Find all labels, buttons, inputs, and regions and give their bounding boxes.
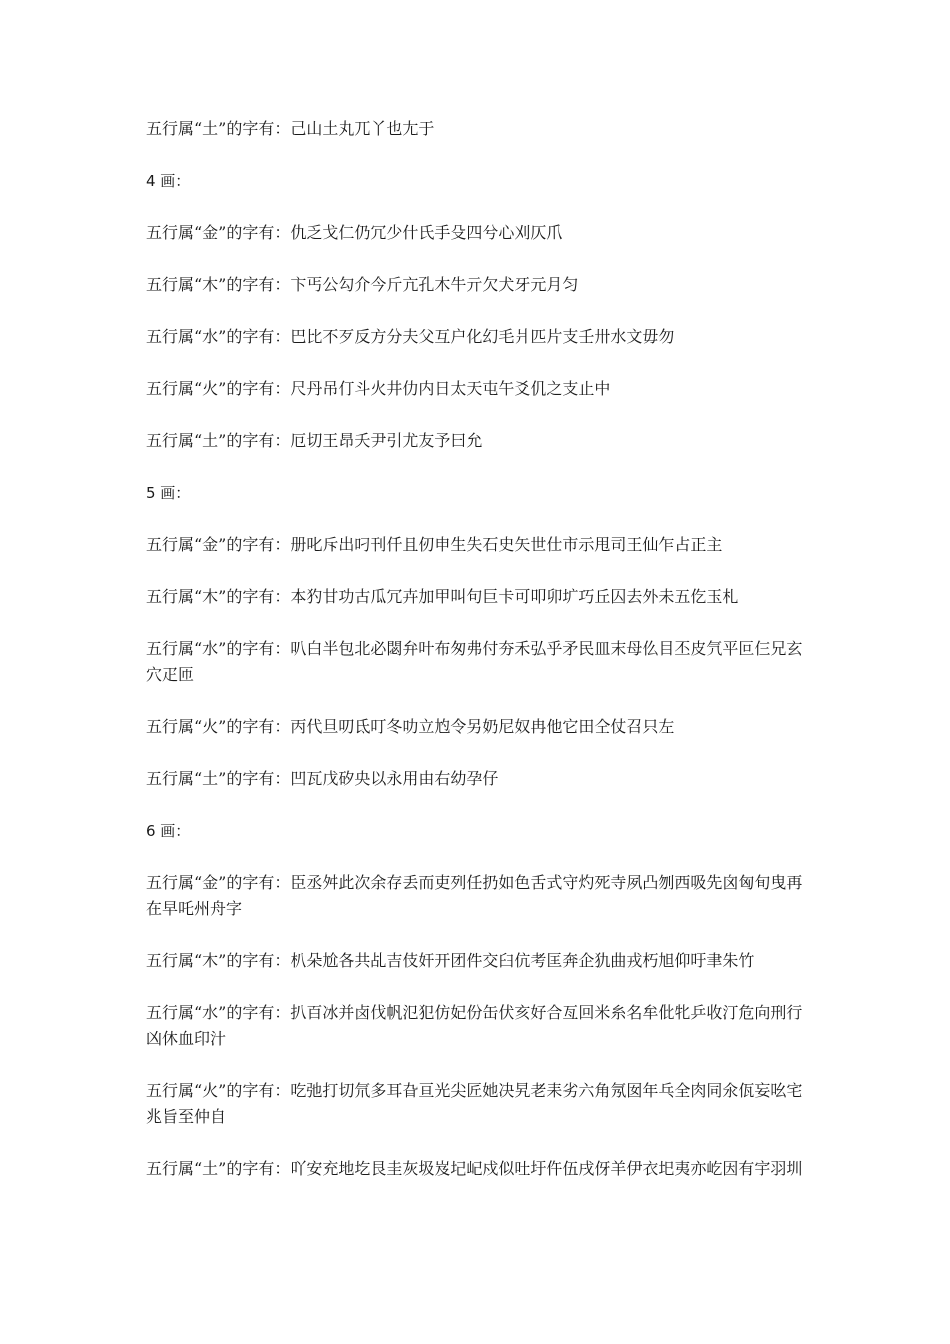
element-label: 五行属“土”的字有： bbox=[146, 769, 291, 788]
character-list: 臣丞舛此次余存丢而吏列任扔如色舌式守灼死寺夙凸刎西吸先囟匈旬曳再在早吒州舟字 bbox=[146, 873, 803, 918]
element-entry bbox=[146, 428, 810, 454]
element-label: 五行属“金”的字有： bbox=[146, 535, 291, 554]
character-list: 凹瓦戊矽央以永用由右幼孕仔 bbox=[290, 769, 499, 788]
element-entry bbox=[146, 220, 810, 246]
element-label: 五行属“土”的字有： bbox=[146, 119, 291, 138]
element-label: 五行属“火”的字有： bbox=[146, 1081, 291, 1100]
element-label: 五行属“木”的字有： bbox=[146, 951, 291, 970]
element-entry bbox=[146, 376, 810, 402]
element-label: 五行属“水”的字有： bbox=[146, 1003, 291, 1022]
stroke-count-heading: 5 画： bbox=[146, 484, 191, 502]
character-list: 扒百冰并卤伐帆氾犯仿妃份缶伏亥好合亙回米糸名牟仳牝乒收汀危向刑行凶休血印汁 bbox=[146, 1003, 803, 1048]
element-label: 五行属“土”的字有： bbox=[146, 1159, 291, 1178]
element-entry bbox=[146, 714, 810, 740]
character-list: 朳朵尬各共乩吉伎奸开团件交臼伉考匡奔企犰曲戎朽旭仰吁聿朱竹 bbox=[290, 951, 755, 970]
character-list: 叭白半包北必閟弁叶布匆弗付夯禾弘乎矛民皿末母仫目丕皮氕平叵仨兄玄穴疋匝 bbox=[146, 639, 803, 684]
element-entry bbox=[146, 1078, 810, 1130]
character-list: 册叱斥出叼刊仟且仞申生失石史矢世仕市示甩司王仙乍占正主 bbox=[290, 535, 723, 554]
element-entry bbox=[146, 1000, 810, 1052]
character-list: 仇乏戈仁仍冗少什氏手殳四兮心刈仄爪 bbox=[290, 223, 563, 242]
element-label: 五行属“木”的字有： bbox=[146, 275, 291, 294]
element-entry bbox=[146, 584, 810, 610]
element-entry bbox=[146, 636, 810, 688]
element-label: 五行属“火”的字有： bbox=[146, 717, 291, 736]
element-entry bbox=[146, 948, 810, 974]
element-label: 五行属“木”的字有： bbox=[146, 587, 291, 606]
character-list: 巴比不歹反方分夫父互户化幻毛爿匹片支壬卅水文毋勿 bbox=[290, 327, 675, 346]
element-label: 五行属“土”的字有： bbox=[146, 431, 291, 450]
element-entry bbox=[146, 870, 810, 922]
character-list: 吃弛打切氘多耳旮亘光尖匠她决旯老耒劣六角氖囡年乓全肉同氽佤妄吆宅兆旨至仲自 bbox=[146, 1081, 803, 1126]
element-label: 五行属“水”的字有： bbox=[146, 327, 291, 346]
element-label: 五行属“金”的字有： bbox=[146, 873, 291, 892]
element-entry bbox=[146, 532, 810, 558]
element-label: 五行属“火”的字有： bbox=[146, 379, 291, 398]
character-list: 丙代旦叨氐叮冬叻立尥令另奶尼奴冉他它田仝仗召只左 bbox=[290, 717, 675, 736]
element-entry bbox=[146, 324, 810, 350]
element-entry bbox=[146, 116, 810, 142]
element-entry bbox=[146, 1156, 810, 1182]
document-body bbox=[146, 116, 810, 1208]
character-list: 卞丐公勾介今斤亢孔木牛亓欠犬牙元月匀 bbox=[290, 275, 579, 294]
character-list: 吖安充地圪艮圭灰圾岌圮屺戍似吐圩仵伍戌伢羊伊衣圯夷亦屹因有宇羽圳 bbox=[290, 1159, 803, 1178]
character-list: 厄切王昂夭尹引尤友予曰允 bbox=[290, 431, 483, 450]
character-list: 己山土丸兀丫也尢于 bbox=[290, 119, 435, 138]
element-entry bbox=[146, 766, 810, 792]
element-label: 五行属“金”的字有： bbox=[146, 223, 291, 242]
stroke-count-heading: 6 画： bbox=[146, 822, 191, 840]
character-list: 尺丹吊仃斗火井仂内日太天屯午爻仉之支止中 bbox=[290, 379, 611, 398]
element-entry bbox=[146, 272, 810, 298]
character-list: 本犳甘功古瓜冗卉加甲叫句巨卡可叩卯圹巧丘囚去外未五仡玉札 bbox=[290, 587, 739, 606]
stroke-count-heading: 4 画： bbox=[146, 172, 191, 190]
element-label: 五行属“水”的字有： bbox=[146, 639, 291, 658]
